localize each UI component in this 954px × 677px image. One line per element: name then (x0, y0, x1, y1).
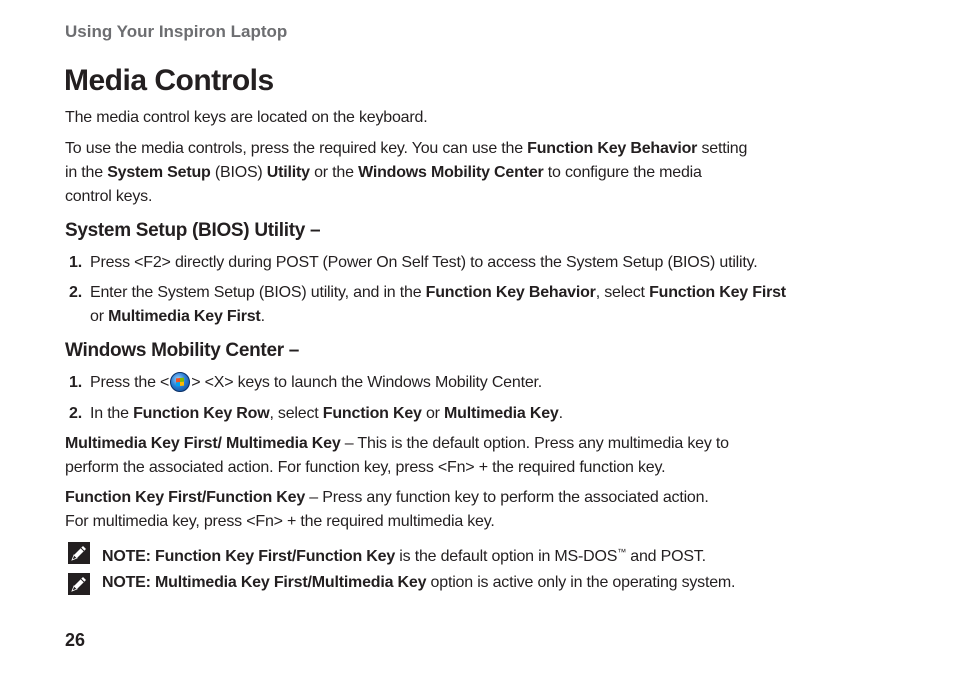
note-pencil-icon (68, 542, 90, 564)
mobility-step-1 (69, 371, 869, 395)
option-multimedia-key-first: Multimedia Key First/ Multimedia Key – This is the default option. Press any multimedia key to perform the associated action. For function key, press <Fn> + the required function key. (65, 435, 729, 476)
note-pencil-icon (68, 573, 90, 595)
step-number: 1. (69, 374, 82, 391)
running-head: Using Your Inspiron Laptop (65, 22, 288, 41)
note-1: NOTE: Function Key First/Function Key is the default option in MS-DOS™ and POST. (68, 540, 898, 569)
intro-paragraph: The media control keys are located on the keyboard. (65, 109, 428, 126)
note-2: NOTE: Multimedia Key First/Multimedia Key option is active only in the operating system. (68, 571, 898, 595)
page-title: Media Controls (64, 64, 274, 97)
usage-paragraph: To use the media controls, press the required key. You can use the Function Key Behavior setting in the System Setup (BIOS) Utility or the Windows Mobility Center to configure the media control keys. (65, 140, 748, 205)
page-number: 26 (65, 630, 86, 650)
windows-logo-icon (170, 372, 190, 392)
step-text: Press the < > <X> keys to launch the Windows Mobility Center. (90, 374, 543, 391)
step-text: In the Function Key Row, select Function Key or Multimedia Key. (90, 405, 563, 422)
section-heading-mobility-center: Windows Mobility Center – (65, 340, 300, 361)
option-function-key-first: Function Key First/Function Key – Press any function key to perform the associated action. For multimedia key, press <Fn> + the required multimedia key. (65, 489, 709, 530)
step-text: Press <F2> directly during POST (Power On Self Test) to access the System Setup (BIOS) utility. (90, 254, 758, 271)
section-heading-bios: System Setup (BIOS) Utility – (65, 220, 321, 241)
bios-step-1 (69, 251, 869, 275)
step-number: 2. (69, 284, 82, 301)
mobility-step-2 (69, 402, 869, 426)
step-number: 2. (69, 405, 82, 422)
step-text: Enter the System Setup (BIOS) utility, and in the Function Key Behavior, select Function Key First or Multimedia Key First. (90, 284, 786, 325)
bios-step-2 (69, 281, 869, 329)
step-number: 1. (69, 254, 82, 271)
